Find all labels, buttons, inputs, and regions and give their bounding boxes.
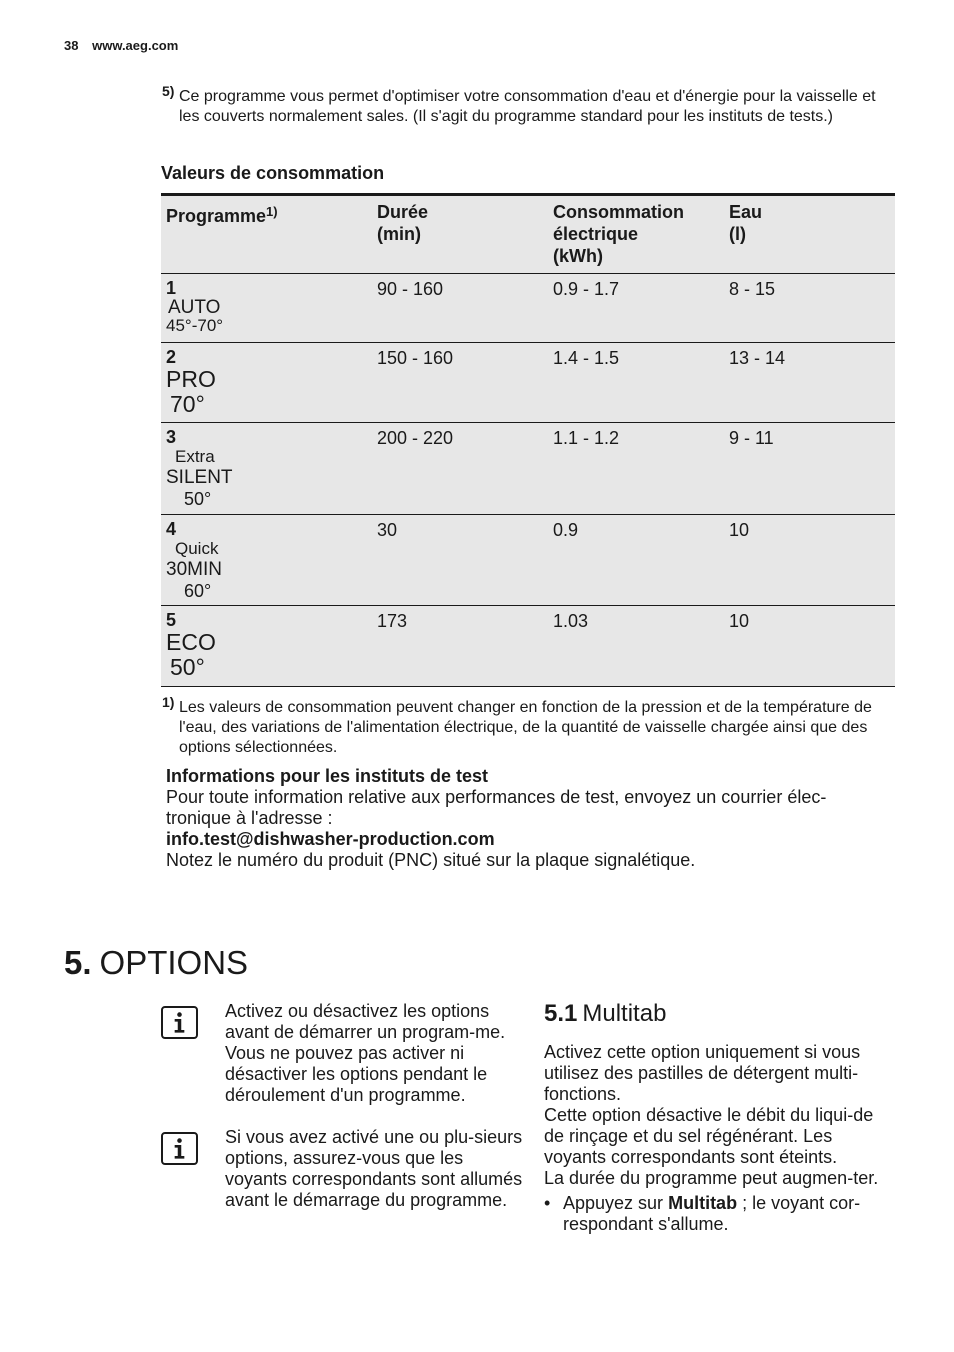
website-link[interactable]: www.aeg.com [92,38,179,53]
programme-cell: 2 PRO 70° [161,343,372,423]
chapter-name: OPTIONS [99,944,249,981]
subsection-name: Multitab [582,1000,667,1027]
header-duration: Durée (min) [377,202,429,244]
page-number: 38 [64,38,79,53]
table-row [161,274,895,343]
info-icon [161,1132,198,1165]
header-water: Eau (l) [729,202,763,244]
water-cell: 8 - 15 [729,279,776,299]
water-cell: 10 [729,611,750,631]
header-electricity: Consommation électrique (kWh) [553,202,685,266]
duration-cell: 30 [377,520,398,540]
subsection-title [544,1000,666,1028]
test-info-text: Pour toute information relative aux performances de test, envoyez un courrier élec-tronique à l'adresse : [166,787,827,828]
electricity-cell: 1.03 [553,611,589,631]
multitab-bullet: • Appuyez sur Multitab ; le voyant cor-respondant s'allume. [544,1193,861,1234]
electricity-cell: 0.9 [553,520,579,540]
duration-cell: 90 - 160 [377,279,444,299]
eco-programme-symbol: ECO 50° [166,629,216,680]
test-institute-info [166,766,886,871]
table-row [161,515,895,606]
duration-cell: 200 - 220 [377,428,454,448]
consumption-table [161,193,895,687]
table-row [161,423,895,515]
footnote-mark: 1) [162,694,175,710]
multitab-description [544,1042,894,1235]
duration-cell: 150 - 160 [377,348,454,368]
table-row [161,606,895,687]
water-cell: 10 [729,520,750,540]
electricity-cell: 0.9 - 1.7 [553,279,620,299]
note-text: Si vous avez activé une ou plu-sieurs options, assurez-vous que les voyants correspondants sont allumés avant le démarrage du programme. [225,1127,523,1210]
electricity-cell: 1.1 - 1.2 [553,428,620,448]
footnote-text: Les valeurs de consommation peuvent changer en fonction de la pression et de la température de l'eau, des variations de l'alimentation électrique, de la quantité de vaisselle chargée ainsi que des options sélectionnées. [179,699,872,756]
footnote-5 [162,83,897,127]
multitab-button-name: Multitab [668,1193,738,1213]
multitab-paragraph: Cette option désactive le débit du liqui-de de rinçage et du sel régénérant. Les voyants correspondants sont éteints. [544,1105,874,1167]
duration-cell: 173 [377,611,408,631]
footnote-text: Ce programme vous permet d'optimiser votre consommation d'eau et d'énergie pour la vaisselle et les couverts normalement sales. (Il s'agit du programme standard pour les instituts de tests.) [179,88,876,125]
test-info-email[interactable]: info.test@dishwasher-production.com [166,829,495,849]
water-cell: 9 - 11 [729,428,774,448]
test-info-note: Notez le numéro du produit (PNC) situé sur la plaque signalétique. [166,850,696,870]
info-icon [161,1006,198,1039]
multitab-paragraph: Activez cette option uniquement si vous utilisez des pastilles de détergent multi-fonctions. [544,1042,861,1104]
auto-programme-symbol: AUTO 45°-70° [166,297,224,335]
header-programme: Programme$^{1)}$ [166,204,278,226]
subsection-number: 5.1 [544,1000,578,1027]
programme-cell: 5 ECO 50° [161,606,372,687]
quick-30min-programme-symbol: Quick 30MIN 60° [166,539,222,601]
table-row [161,343,895,423]
page-header [64,38,178,53]
footnote-mark: 5) [162,83,175,99]
programme-cell: 4 Quick 30MIN 60° [161,515,372,606]
chapter-title [64,944,248,982]
note-text: Activez ou désactivez les options avant de démarrer un program-me. Vous ne pouvez pas activer ni désactiver les options pendant le déroulement d'un programme. [225,1001,506,1105]
footnote-1 [162,694,897,758]
water-cell: 13 - 14 [729,348,786,368]
extra-silent-programme-symbol: Extra SILENT 50° [166,447,233,509]
electricity-cell: 1.4 - 1.5 [553,348,620,368]
programme-cell: 3 Extra SILENT 50° [161,423,372,515]
multitab-paragraph: La durée du programme peut augmen-ter. [544,1168,879,1188]
table-header-row [161,195,895,274]
test-info-title: Informations pour les instituts de test [166,766,489,786]
programme-cell: 1 AUTO 45°-70° [161,274,372,343]
chapter-number: 5. [64,944,92,981]
bullet-marker: • [544,1193,551,1213]
pro-programme-symbol: PRO 70° [166,366,216,417]
consumption-caption: Valeurs de consommation [161,163,385,183]
